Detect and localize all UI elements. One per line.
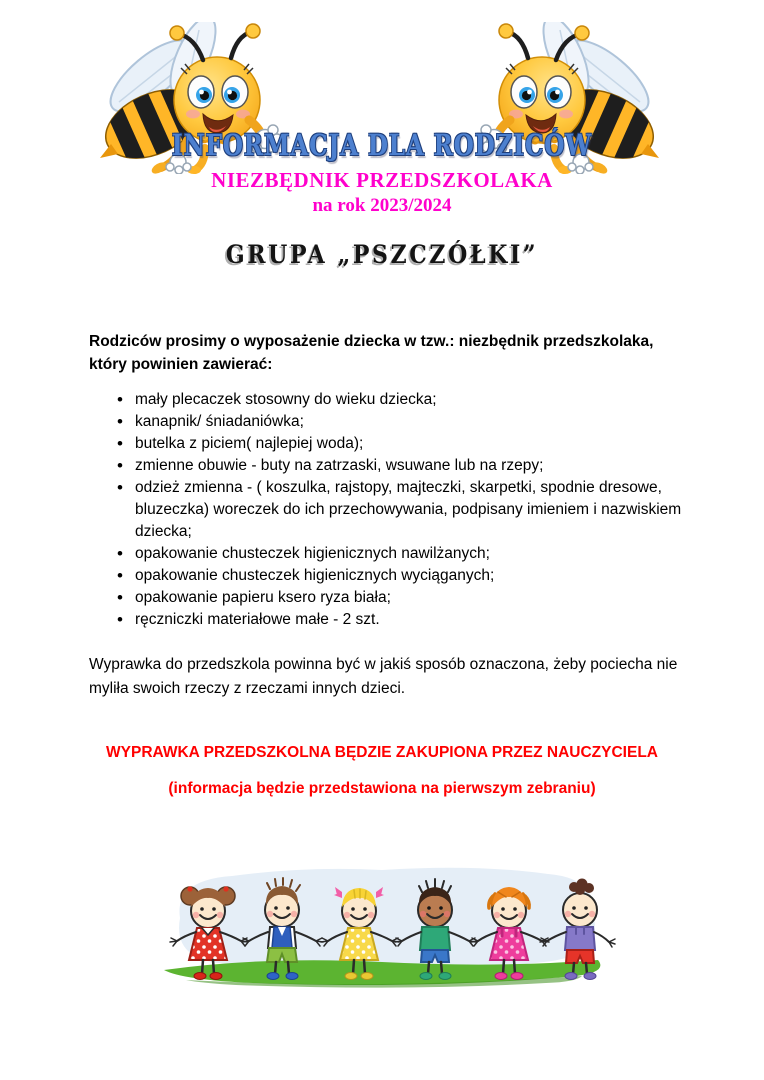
- group-title: GRUPA „PSZCZÓŁKI”: [225, 240, 539, 269]
- sky-blob: [179, 868, 595, 970]
- children-illustration: [146, 856, 618, 996]
- supplies-checklist: [89, 389, 683, 631]
- checklist-item: • odzież zmienna - ( koszulka, rajstopy, majteczki, skarpetki, spodnie dresowe, bluzeczka) woreczek do ich przechowywania, podpisany imieniem i nazwiskiem dziecka;: [89, 477, 683, 543]
- page-title: INFORMACJA DLA RODZICÓW: [171, 128, 593, 162]
- checklist-item: • opakowanie chusteczek higienicznych wyciąganych;: [89, 565, 683, 587]
- checklist-item: • kanapnik/ śniadaniówka;: [89, 411, 683, 433]
- intro-paragraph: Rodziców prosimy o wyposażenie dziecka w tzw.: niezbędnik przedszkolaka, który powinien zawierać:: [89, 332, 654, 373]
- checklist-item: • mały plecaczek stosowny do wieku dziecka;: [89, 389, 683, 411]
- checklist-item: • opakowanie chusteczek higienicznych nawilżanych;: [89, 543, 683, 565]
- school-year: na rok 2023/2024: [312, 195, 452, 216]
- checklist-item: • zmienne obuwie - buty na zatrzaski, wsuwane lub na rzepy;: [89, 455, 683, 477]
- checklist-item: • butelka z piciem( najlepiej woda);: [89, 433, 683, 455]
- checklist-item: • opakowanie papieru ksero ryza biała;: [89, 587, 683, 609]
- notice-line-2: (informacja będzie przedstawiona na pierwszym zebraniu): [168, 780, 596, 797]
- checklist-item: • ręczniczki materiałowe małe - 2 szt.: [89, 609, 683, 631]
- notice-line-1: WYPRAWKA PRZEDSZKOLNA BĘDZIE ZAKUPIONA PRZEZ NAUCZYCIELA: [106, 744, 658, 761]
- page-subtitle: NIEZBĘDNIK PRZEDSZKOLAKA: [211, 168, 553, 192]
- labeling-note: Wyprawka do przedszkola powinna być w jakiś sposób oznaczona, żeby pociecha nie myliła swoich rzeczy z rzeczami innych dzieci.: [89, 655, 678, 697]
